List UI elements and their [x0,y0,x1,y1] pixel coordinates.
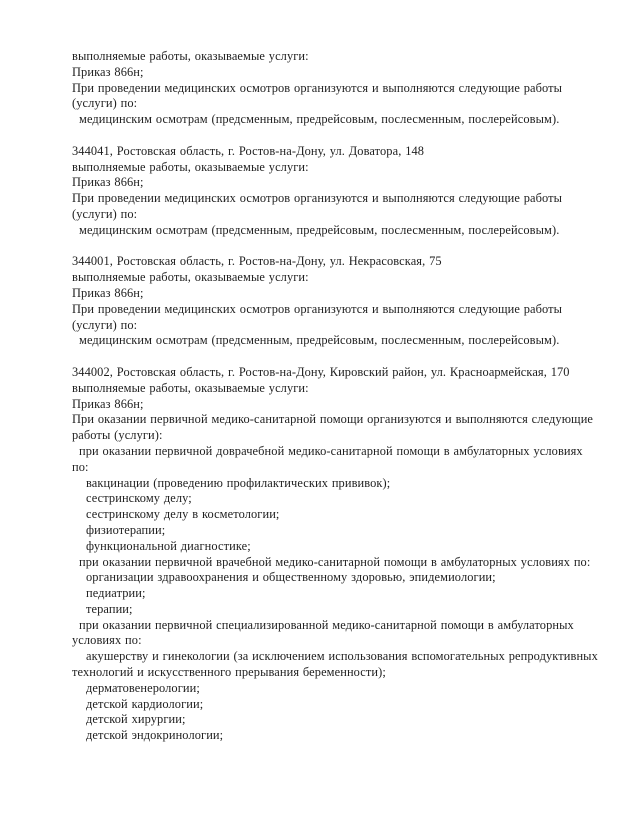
text-line: сестринскому делу; [86,491,192,506]
text-line: 344002, Ростовская область, г. Ростов-на-Дону, Кировский район, ул. Красноармейская, 170 [72,364,570,379]
text-line: 344001, Ростовская область, г. Ростов-на-Дону, ул. Некрасовская, 75 [72,254,442,269]
text-line: детской кардиологии; [86,696,204,711]
text-line: При проведении медицинских осмотров организуются и выполняются следующие работы [72,301,563,316]
text-line: дерматовенерологии; [86,680,200,695]
text-line: выполняемые работы, оказываемые услуги: [72,270,309,285]
text-line: Приказ 866н; [72,285,144,300]
text-line: (услуги) по: [72,96,138,111]
text-line: функциональной диагностике; [86,538,251,553]
text-line: при оказании первичной врачебной медико-санитарной помощи в амбулаторных условиях по: [79,554,591,569]
text-line: (услуги) по: [72,206,138,221]
text-line: условиях по: [72,633,142,648]
text-line: медицинским осмотрам (предсменным, предрейсовым, послесменным, послерейсовым). [79,112,560,127]
text-line: акушерству и гинекологии (за исключением использования вспомогательных репродуктивных [86,649,598,664]
text-line: детской эндокринологии; [86,728,224,743]
text-line: терапии; [86,601,133,616]
text-line: Приказ 866н; [72,396,144,411]
text-line: при оказании первичной доврачебной медико-санитарной помощи в амбулаторных условиях [79,443,583,458]
text-line: педиатрии; [86,586,146,601]
text-line: при оказании первичной специализированной медико-санитарной помощи в амбулаторных [79,617,574,632]
text-line: организации здравоохранения и общественному здоровью, эпидемиологии; [86,570,496,585]
text-line: работы (услуги): [72,428,163,443]
text-line: выполняемые работы, оказываемые услуги: [72,159,309,174]
blank-line [72,349,580,365]
text-line: медицинским осмотрам (предсменным, предрейсовым, послесменным, послерейсовым). [79,222,560,237]
text-line: (услуги) по: [72,317,138,332]
text-line: технологий и искусственного прерывания беременности); [72,665,386,680]
text-line: 344041, Ростовская область, г. Ростов-на-Дону, ул. Доватора, 148 [72,143,425,158]
text-line: Приказ 866н; [72,64,144,79]
text-line: сестринскому делу в косметологии; [86,507,280,522]
text-line: Приказ 866н; [72,175,144,190]
text-line: При проведении медицинских осмотров организуются и выполняются следующие работы [72,80,563,95]
text-line: медицинским осмотрам (предсменным, предрейсовым, послесменным, послерейсовым). [79,333,560,348]
text-line: детской хирургии; [86,712,186,727]
text-line: выполняемые работы, оказываемые услуги: [72,49,309,63]
blank-line [72,128,580,144]
text-line: При оказании первичной медико-санитарной помощи организуются и выполняются следующие [72,412,594,427]
text-line: по: [72,459,89,474]
blank-line [72,239,580,255]
text-line: вакцинации (проведению профилактических прививок); [86,475,391,490]
text-line: физиотерапии; [86,522,166,537]
text-line: При проведении медицинских осмотров организуются и выполняются следующие работы [72,191,563,206]
text-line: выполняемые работы, оказываемые услуги: [72,380,309,395]
